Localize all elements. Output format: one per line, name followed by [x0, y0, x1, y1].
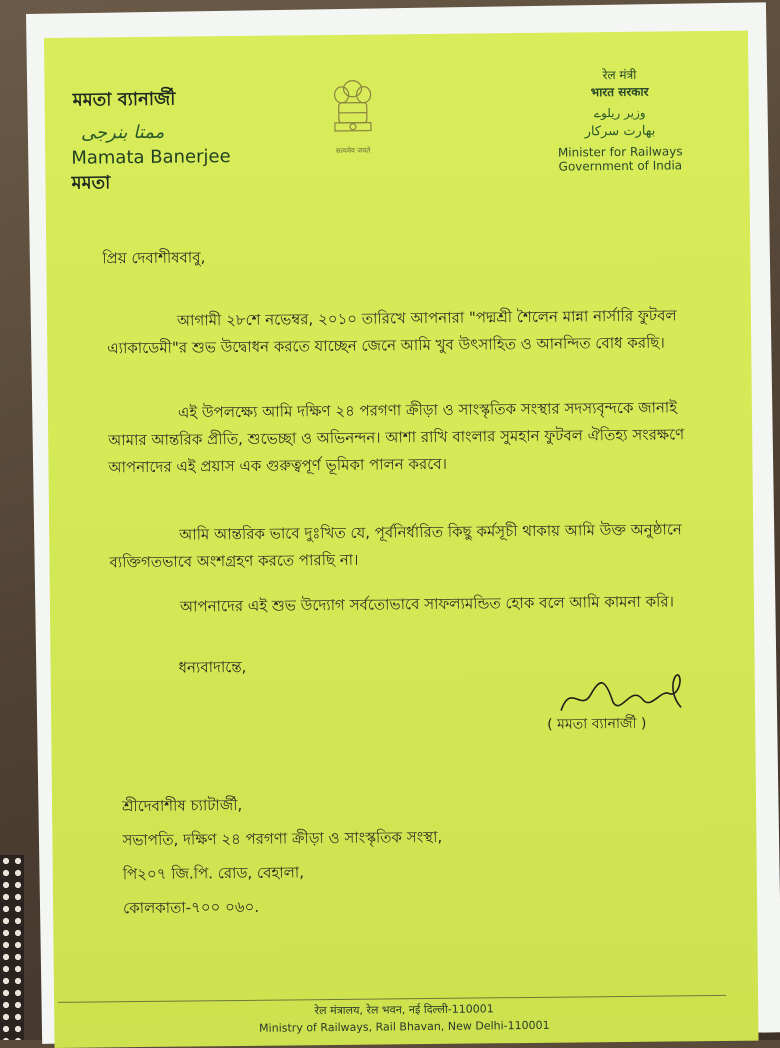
title-english-1: Minister for Railways: [535, 144, 705, 160]
title-english-2: Government of India: [535, 158, 705, 174]
name-urdu: ممتا بنرجی: [81, 121, 231, 144]
letterhead-right: [534, 65, 705, 174]
letterhead-left: [71, 84, 232, 200]
footer-hindi: रेल मंत्रालय, रेल भवन, नई दिल्ली-110001: [54, 999, 754, 1021]
name-short: মমতা: [71, 167, 231, 200]
signatory-name: ( মমতা ব্যানার্জী ): [547, 712, 646, 737]
salutation: প্রিয় দেবাশীষবাবু,: [102, 246, 205, 272]
paragraph-1: আগামী ২৮শে নভেম্বর, ২০১০ তারিখে আপনারা "পদ্মশ্রী শৈলেন মান্না নার্সারি ফুটবল এ্যাকাডেমী"র শুভ উদ্বোধন করতে যাচ্ছেন জেনে আমি খুব উৎসাহিত ও আনন্দিত বোধ করছি।: [107, 302, 718, 362]
address-line-3: পি২০৭ জি.পি. রোড, বেহালা,: [123, 857, 723, 888]
lace-doily: [0, 855, 24, 1040]
address-line-1: শ্রীদেবাশীষ চ্যাটার্জী,: [122, 789, 722, 820]
address-line-2: সভাপতি, দক্ষিণ ২৪ পরগণা ক্রীড়া ও সাংস্কৃতিক সংস্থা,: [122, 823, 722, 854]
paragraph-4: আপনাদের এই শুভ উদ্যোগ সর্বতোভাবে সাফল্যমন্ডিত হোক বলে আমি কামনা করি।: [110, 588, 720, 621]
paragraph-3: আমি আন্তরিক ভাবে দুঃখিত যে, পূর্বনির্ধারিত কিছু কর্মসূচী থাকায় আমি উক্ত অনুষ্ঠানে ব্যক্তিগতভাবে অংশগ্রহণ করতে পারছি না।: [109, 516, 720, 576]
title-hindi-1: रेल मंत्री: [534, 65, 704, 84]
title-urdu-2: بھارت سرکار: [535, 123, 705, 140]
closing: ধন্যবাদান্তে,: [178, 656, 246, 682]
paragraph-2: এই উপলক্ষ্যে আমি দক্ষিণ ২৪ পরগণা ক্রীড়া ও সাংস্কৃতিক সংস্থার সদস্যবৃন্দকে জানাই আমার আন্তরিক প্রীতি, শুভেচ্ছা ও অভিনন্দন। আশা রাখি বাংলার সুমহান ফুটবল ঐতিহ্য সংরক্ষণে আপনাদের এই প্রয়াস এক গুরুত্বপূর্ণ ভূমিকা পালন করবে।: [108, 394, 719, 481]
address-line-4: কোলকাতা-৭০০ ০৬০.: [123, 891, 723, 922]
title-hindi-2: भारत सरकार: [535, 82, 705, 101]
footer-english: Ministry of Railways, Rail Bhavan, New Delhi-110001: [54, 1017, 754, 1037]
state-emblem-icon: [324, 74, 381, 157]
letter-sheet: [44, 31, 759, 1048]
name-bengali: মমতা ব্যানার্জী: [73, 84, 231, 117]
emblem-motto: सत्यमेव जयते: [325, 146, 381, 156]
title-urdu-1: وزیر ریلوے: [535, 105, 705, 121]
name-english: Mamata Banerjee: [71, 146, 231, 169]
